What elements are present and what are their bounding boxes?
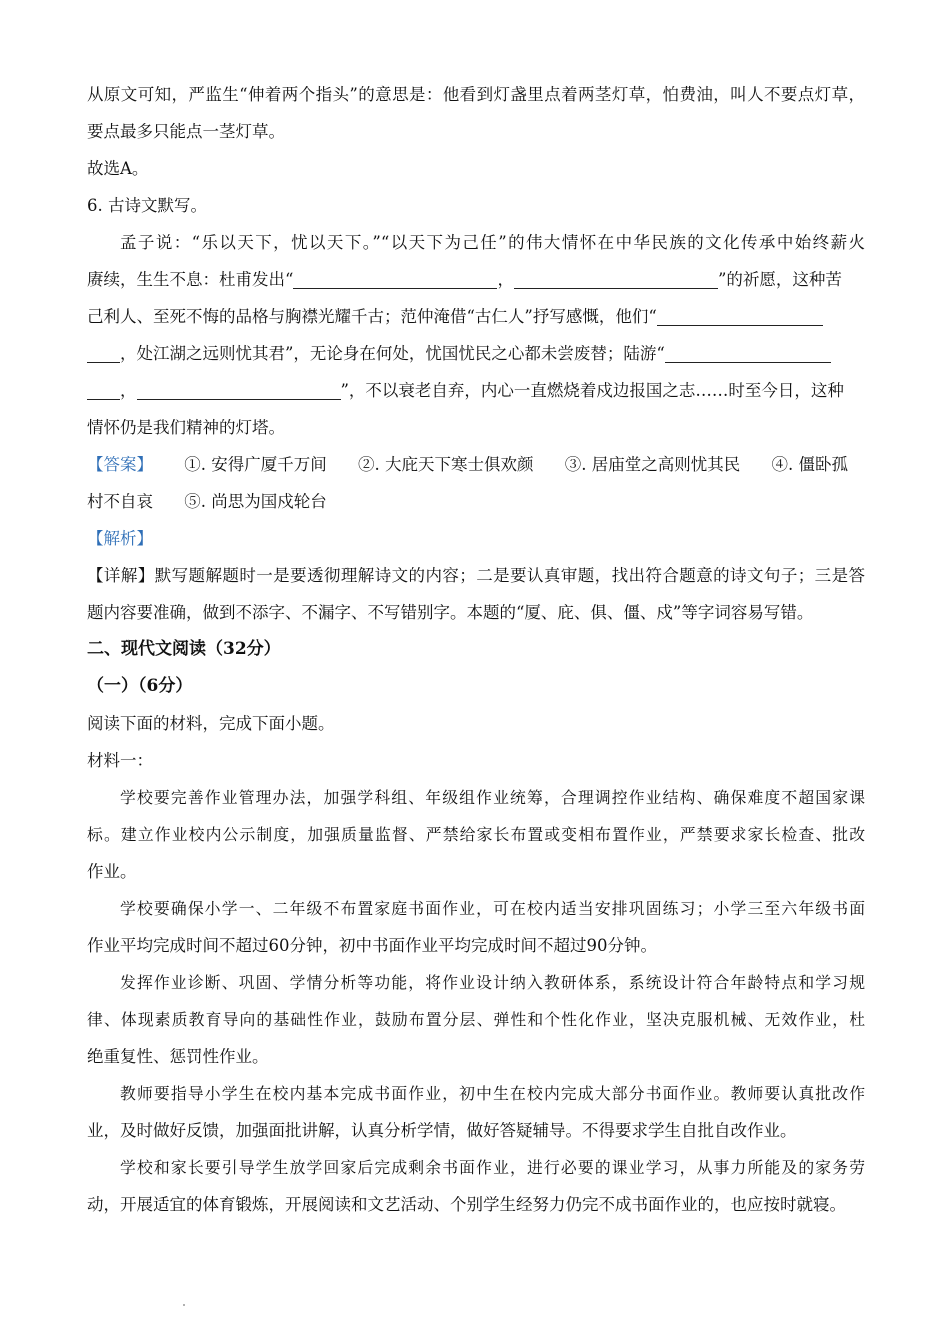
q6-text: 赓续，生生不息：杜甫发出“ bbox=[87, 270, 294, 289]
answer-item: ①. 安得广厦千万间 bbox=[184, 455, 327, 474]
q5-explanation-line: 要点最多只能点一茎灯草。 bbox=[87, 122, 285, 141]
material-line: 动，开展适宜的体育锻炼，开展阅读和文艺活动、个别学生经努力仍完不成书面作业的，也应按时就寝。 bbox=[87, 1195, 846, 1214]
q6-paragraph-line bbox=[87, 372, 865, 409]
q6-paragraph-line bbox=[87, 261, 865, 298]
answer-item: ②. 大庇天下寒士俱欢颜 bbox=[358, 455, 534, 474]
q6-text: ， bbox=[120, 381, 137, 400]
material-line: 作业。 bbox=[87, 862, 137, 881]
q6-paragraph-line bbox=[87, 335, 865, 372]
analysis-tag: 【解析】 bbox=[87, 529, 153, 548]
material-body bbox=[87, 779, 865, 1223]
material-line: 教师要指导小学生在校内基本完成书面作业，初中生在校内完成大部分书面作业。教师要认真批改作 bbox=[120, 1084, 865, 1103]
material-line: 作业平均完成时间不超过60分钟，初中书面作业平均完成时间不超过90分钟。 bbox=[87, 936, 657, 955]
q5-choice: 故选A。 bbox=[87, 159, 149, 178]
q6-text: ， bbox=[497, 270, 514, 289]
instruction: 阅读下面的材料，完成下面小题。 bbox=[87, 714, 335, 733]
answer-item: ④. 僵卧孤 bbox=[771, 455, 848, 474]
material-line: 学校要确保小学一、二年级不布置家庭书面作业，可在校内适当安排巩固练习；小学三至六年级书面 bbox=[120, 899, 865, 918]
q6-text: 己利人、至死不悔的品格与胸襟光耀千古；范仲淹借“古仁人”抒写感慨，他们“ bbox=[87, 307, 657, 326]
q6-text: ”，不以衰老自弃，内心一直燃烧着戍边报国之志……时至今日，这种 bbox=[340, 381, 844, 400]
q6-paragraph-line: 情怀仍是我们精神的灯塔。 bbox=[87, 418, 285, 437]
answer-line bbox=[87, 483, 865, 520]
q6-text: ”的祈愿，这种苦 bbox=[717, 270, 842, 289]
section-title: 二、现代文阅读（32分） bbox=[87, 639, 281, 659]
material-label: 材料一： bbox=[87, 751, 153, 770]
material-line: 标。建立作业校内公示制度，加强质量监督、严禁给家长布置或变相布置作业，严禁要求家长检查、批改 bbox=[87, 825, 865, 844]
document-page bbox=[87, 76, 865, 1223]
detail-text: 默写题解题时一是要透彻理解诗文的内容；二是要认真审题，找出符合题意的诗文句子；三是答 bbox=[154, 566, 866, 585]
detail-tag: 【详解】 bbox=[87, 566, 155, 585]
fill-blank[interactable] bbox=[293, 268, 497, 289]
fill-blank[interactable] bbox=[87, 342, 120, 363]
q6-text: ，处江湖之远则忧其君”，无论身在何处，忧国忧民之心都未尝废替；陆游“ bbox=[120, 344, 665, 363]
answer-line bbox=[87, 446, 865, 483]
answer-item: 村不自哀 bbox=[87, 492, 153, 511]
subsection-title: （一）（6分） bbox=[87, 676, 193, 696]
q6-paragraph-line: 孟子说：“乐以天下，忧以天下。”“以天下为己任”的伟大情怀在中华民族的文化传承中始终薪火 bbox=[120, 233, 865, 252]
material-line: 业，及时做好反馈，加强面批讲解，认真分析学情，做好答疑辅导。不得要求学生自批自改作业。 bbox=[87, 1121, 797, 1140]
fill-blank[interactable] bbox=[137, 379, 341, 400]
material-line: 发挥作业诊断、巩固、学情分析等功能，将作业设计纳入教研体系，系统设计符合年龄特点和学习规 bbox=[120, 973, 865, 992]
fill-blank[interactable] bbox=[87, 379, 120, 400]
material-line: 学校要完善作业管理办法，加强学科组、年级组作业统筹，合理调控作业结构、确保难度不超国家课 bbox=[120, 788, 865, 807]
fill-blank[interactable] bbox=[514, 268, 718, 289]
fill-blank[interactable] bbox=[665, 342, 831, 363]
q6-title: 6. 古诗文默写。 bbox=[87, 196, 207, 215]
fill-blank[interactable] bbox=[657, 305, 823, 326]
q6-paragraph-line bbox=[87, 298, 865, 335]
detail-line: 题内容要准确，做到不添字、不漏字、不写错别字。本题的“厦、庇、俱、僵、戍”等字词容易写错。 bbox=[87, 603, 814, 622]
detail-line bbox=[87, 557, 865, 594]
answer-item: ⑤. 尚思为国戍轮台 bbox=[184, 492, 327, 511]
page-mark bbox=[183, 1304, 185, 1306]
answer-item: ③. 居庙堂之高则忧其民 bbox=[564, 455, 741, 474]
material-line: 律、体现素质教育导向的基础性作业，鼓励布置分层、弹性和个性化作业，坚决克服机械、无效作业，杜 bbox=[87, 1010, 865, 1029]
material-line: 学校和家长要引导学生放学回家后完成剩余书面作业，进行必要的课业学习，从事力所能及的家务劳 bbox=[120, 1158, 865, 1177]
material-line: 绝重复性、惩罚性作业。 bbox=[87, 1047, 269, 1066]
answer-tag: 【答案】 bbox=[87, 455, 153, 474]
q5-explanation-line: 从原文可知，严监生“伸着两个指头”的意思是：他看到灯盏里点着两茎灯草，怕费油，叫人不要点灯草， bbox=[87, 85, 865, 104]
